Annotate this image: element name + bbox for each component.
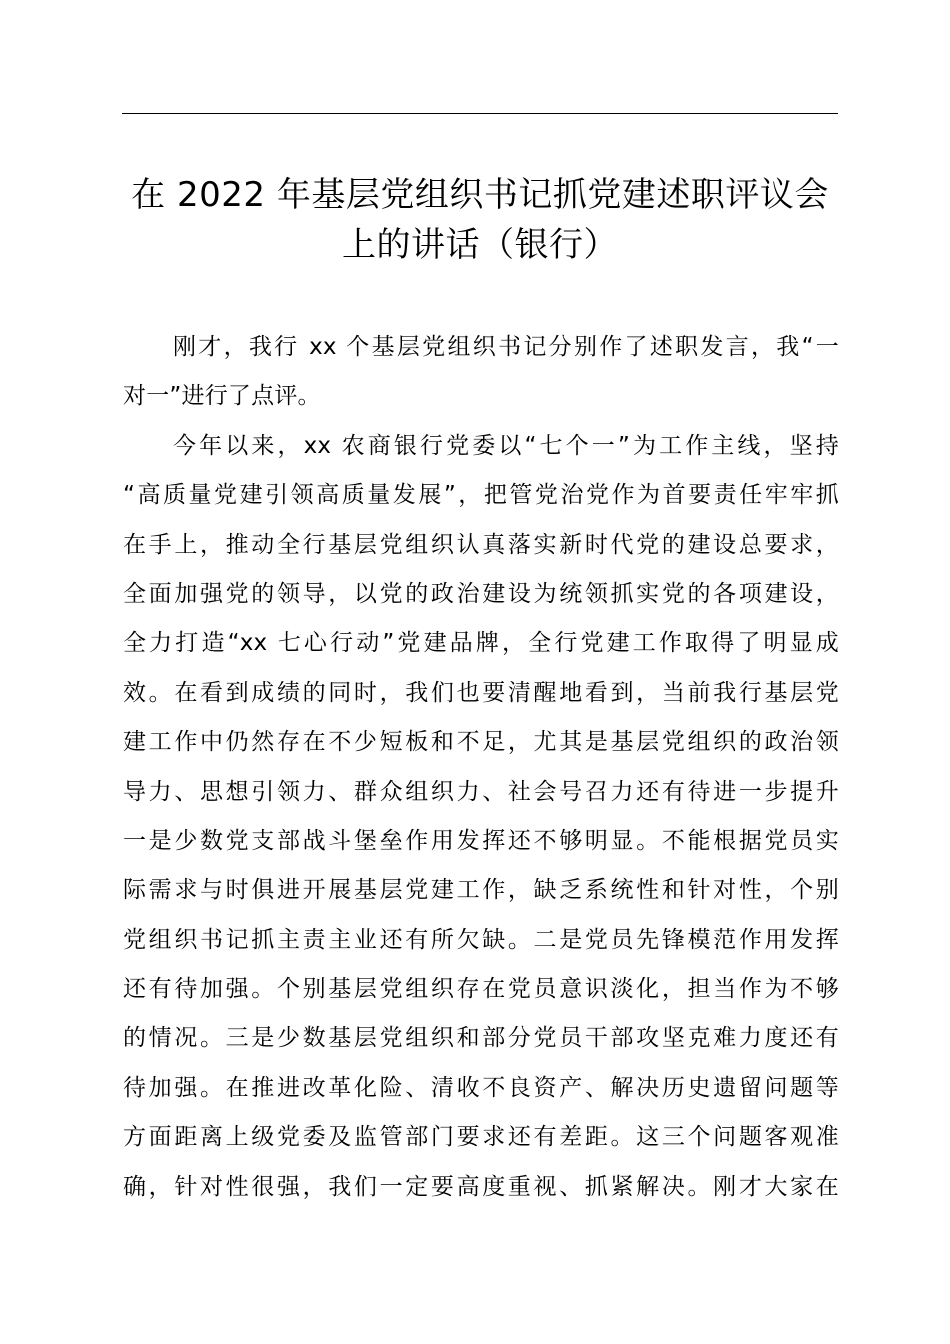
paragraph-2-line-13: 的情况。三是少数基层党组织和部分党员干部攻坚克难力度还有 — [123, 1025, 839, 1052]
document-body — [123, 323, 839, 1212]
paragraph-2-line-10: 际需求与时俱进开展基层党建工作，缺乏系统性和针对性，个别 — [123, 877, 839, 904]
title-line-1: 在 2022 年基层党组织书记抓党建述职评议会 — [131, 175, 829, 215]
paragraph-2-line-16: 确，针对性很强，我们一定要高度重视、抓紧解决。刚才大家在 — [123, 1173, 839, 1200]
paragraph-2-line-3: 在手上，推动全行基层党组织认真落实新时代党的建设总要求， — [123, 531, 839, 558]
paragraph-2-line-14: 待加强。在推进改革化险、清收不良资产、解决历史遗留问题等 — [123, 1074, 839, 1101]
paragraph-2-line-11: 党组织书记抓主责主业还有所欠缺。二是党员先锋模范作用发挥 — [123, 926, 839, 953]
title-line-2: 上的讲话（银行） — [342, 225, 618, 265]
paragraph-2-line-9: 一是少数党支部战斗堡垒作用发挥还不够明显。不能根据党员实 — [123, 827, 839, 854]
paragraph-2-line-1: 今年以来，xx 农商银行党委以“七个一”为工作主线，坚持 — [173, 432, 839, 459]
paragraph-2-line-6: 效。在看到成绩的同时，我们也要清醒地看到，当前我行基层党 — [123, 679, 839, 706]
paragraph-2-line-12: 还有待加强。个别基层党组织存在党员意识淡化，担当作为不够 — [123, 976, 839, 1003]
paragraph-2-line-4: 全面加强党的领导，以党的政治建设为统领抓实党的各项建设， — [123, 580, 839, 607]
header-rule — [122, 113, 838, 114]
paragraph-2-line-7: 建工作中仍然存在不少短板和不足，尤其是基层党组织的政治领 — [123, 729, 839, 756]
paragraph-2-line-8: 导力、思想引领力、群众组织力、社会号召力还有待进一步提升 — [123, 778, 839, 805]
paragraph-1-line-2: 对一”进行了点评。 — [123, 383, 321, 410]
document-title — [110, 170, 850, 270]
paragraph-2-line-5: 全力打造“xx 七心行动”党建品牌，全行党建工作取得了明显成 — [123, 630, 839, 657]
paragraph-2-line-2: “高质量党建引领高质量发展”，把管党治党作为首要责任牢牢抓 — [123, 482, 839, 509]
paragraph-2-line-15: 方面距离上级党委及监管部门要求还有差距。这三个问题客观准 — [123, 1124, 839, 1151]
paragraph-1-line-1: 刚才，我行 xx 个基层党组织书记分别作了述职发言，我“一 — [173, 334, 839, 360]
